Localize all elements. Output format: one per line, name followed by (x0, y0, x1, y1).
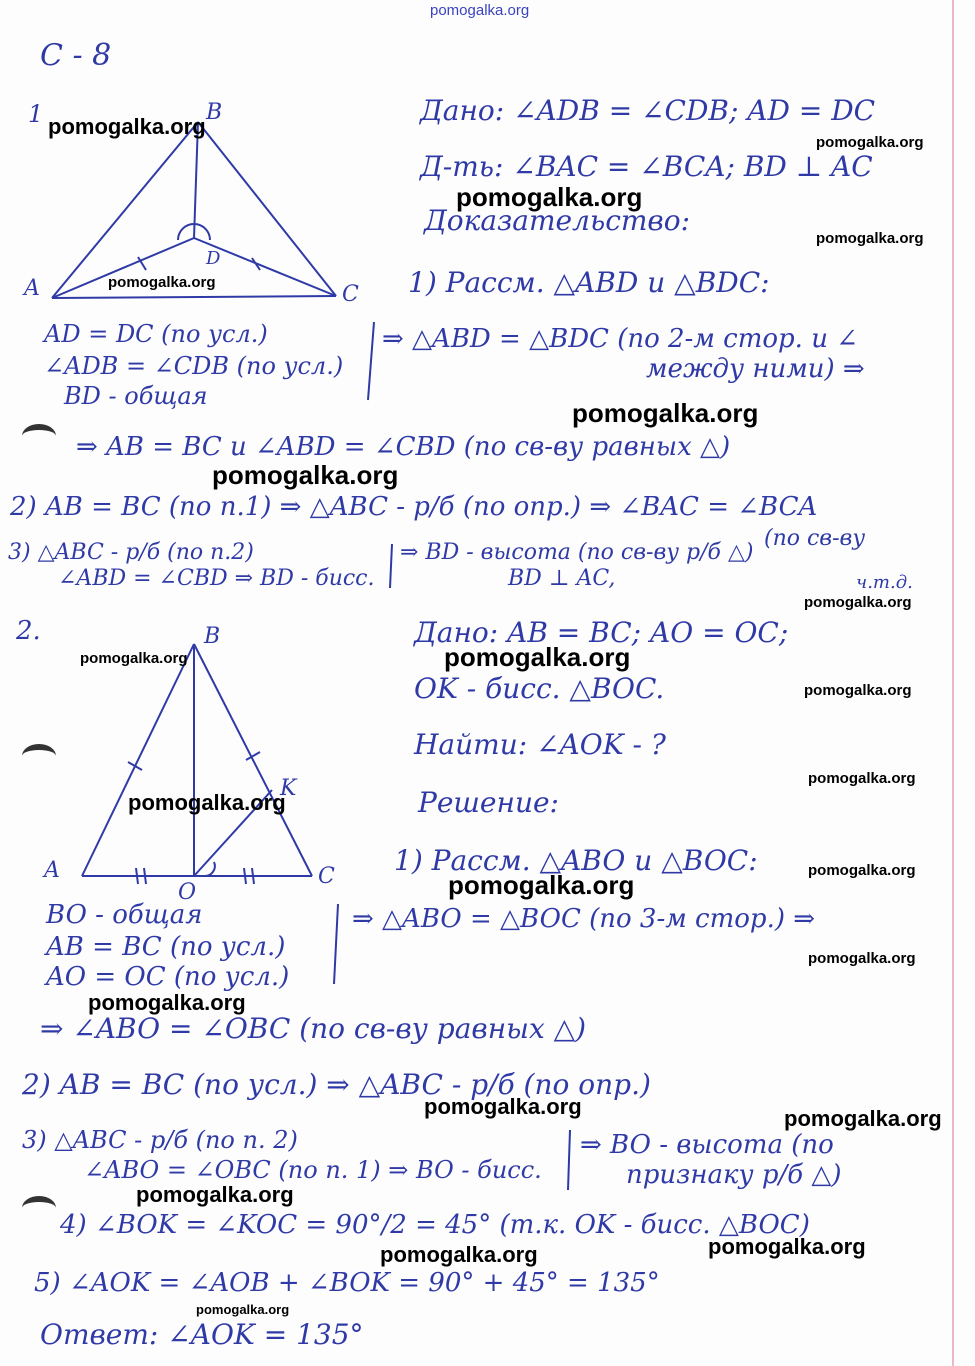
page-title: С - 8 (40, 38, 112, 73)
step-2-3b: ∠ABO = ∠OBC (по п. 1) ⇒ BO - бисс. (84, 1156, 542, 1184)
step-2-3a: 3) △ABC - р/б (по п. 2) (22, 1126, 298, 1154)
given-2a: Дано: AB = BC; AO = OC; (414, 616, 789, 649)
watermark: pomogalka.org (448, 870, 635, 900)
condition-1b: ∠ADB = ∠CDB (по усл.) (44, 352, 344, 380)
watermark: pomogalka.org (804, 594, 912, 611)
step-2-3c: ⇒ BO - высота (по (580, 1130, 834, 1160)
watermark: pomogalka.org (136, 1182, 294, 1207)
vertex-label-k: K (280, 776, 297, 801)
line-1-2: ⇒ AB = BC и ∠ABD = ∠CBD (по св-ву равных △) (76, 432, 731, 462)
step-1-3d: BD ⊥ AC, (508, 566, 616, 591)
vertex-label-d: D (206, 248, 221, 269)
condition-2b: AB = BC (по усл.) (46, 932, 286, 962)
watermark: pomogalka.org (808, 950, 916, 967)
watermark: pomogalka.org (808, 770, 916, 787)
step-1-2: 2) AB = BC (по п.1) ⇒ △ABC - р/б (по опр.) ⇒ ∠BAC = ∠BCA (10, 492, 818, 522)
conclusion-2a: ⇒ △ABO = △BOC (по 3-м стор.) ⇒ (352, 904, 816, 934)
watermark: pomogalka.org (708, 1234, 866, 1259)
watermark: pomogalka.org (444, 642, 631, 672)
proof-title: Доказательство: (424, 204, 691, 237)
condition-1a: AD = DC (по усл.) (44, 320, 268, 348)
vertex-label-a: A (24, 276, 40, 301)
watermark: pomogalka.org (784, 1106, 942, 1131)
watermark: pomogalka.org (816, 134, 924, 151)
watermark: pomogalka.org (808, 862, 916, 879)
step-2-3d: признаку р/б △) (626, 1160, 842, 1190)
conclusion-1b: между ними) ⇒ (646, 354, 865, 384)
watermark: pomogalka.org (804, 682, 912, 699)
watermark: pomogalka.org (196, 1302, 290, 1317)
watermark: pomogalka.org (88, 990, 246, 1015)
given-2b: OK - бисс. △BOC. (414, 672, 665, 705)
watermark: pomogalka.org (816, 230, 924, 247)
step-2-1: 1) Рассм. △ABO и △BOC: (394, 844, 758, 877)
watermark: pomogalka.org (212, 460, 399, 490)
step-1-1: 1) Рассм. △ABD и △BDC: (408, 266, 770, 299)
problem-number-2: 2. (16, 616, 41, 646)
vertex-label-a2: A (44, 858, 60, 883)
watermark: pomogalka.org (424, 1094, 582, 1119)
step-1-3a: 3) △ABC - р/б (по п.2) (8, 540, 254, 565)
problem-number-1: 1 (28, 100, 44, 128)
vertex-label-b2: B (204, 624, 221, 649)
solution-title: Решение: (418, 786, 559, 819)
step-1-3c: ⇒ BD - высота (по св-ву р/б △) (400, 540, 754, 565)
answer: Ответ: ∠AOK = 135° (40, 1318, 364, 1351)
triangle-diagram-2 (82, 644, 312, 884)
vertex-label-o: O (178, 880, 197, 905)
condition-2c: AO = OC (по усл.) (46, 962, 290, 992)
step-2-4: 4) ∠BOK = ∠KOC = 90°/2 = 45° (т.к. OK - бисс. △BOC) (60, 1210, 810, 1240)
step-2-2: 2) AB = BC (по усл.) ⇒ △ABC - р/б (по опр.) (22, 1068, 651, 1101)
step-1-2b: (по св-ву (764, 526, 866, 551)
condition-2a: BO - общая (46, 900, 203, 930)
watermark: pomogalka.org (80, 650, 188, 667)
vertex-label-c: C (342, 282, 359, 307)
prove-1: Д-ть: ∠BAC = ∠BCA; BD ⊥ AC (420, 150, 873, 183)
given-1: Дано: ∠ADB = ∠CDB; AD = DC (420, 94, 876, 127)
header-watermark: pomogalka.org (430, 2, 530, 19)
watermark: pomogalka.org (128, 790, 286, 815)
vertex-label-b: B (206, 100, 223, 125)
watermark: pomogalka.org (48, 114, 206, 139)
condition-1c: BD - общая (64, 382, 208, 410)
line-2-2: ⇒ ∠ABO = ∠OBC (по св-ву равных △) (40, 1012, 587, 1045)
watermark: pomogalka.org (572, 398, 759, 428)
qed: ч.т.д. (856, 572, 913, 593)
step-2-5: 5) ∠AOK = ∠AOB + ∠BOK = 90° + 45° = 135° (34, 1268, 660, 1298)
vertex-label-c2: C (318, 864, 335, 889)
conclusion-1a: ⇒ △ABD = △BDC (по 2-м стор. и ∠ (382, 324, 858, 354)
watermark: pomogalka.org (108, 274, 216, 291)
watermark: pomogalka.org (456, 182, 643, 212)
watermark: pomogalka.org (380, 1242, 538, 1267)
step-1-3b: ∠ABD = ∠CBD ⇒ BD - бисс. (58, 566, 375, 591)
find-2: Найти: ∠AOK - ? (414, 728, 666, 761)
